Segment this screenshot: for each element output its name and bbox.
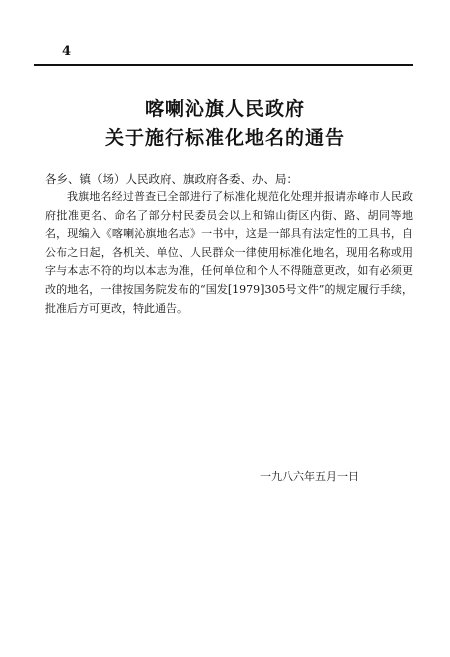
notice-title-line1: 喀喇沁旗人民政府	[144, 98, 305, 120]
notice-date: 一九八六年五月一日	[260, 470, 359, 483]
notice-title-line2: 关于施行标准化地名的通告	[104, 127, 345, 149]
header-rule	[34, 64, 413, 66]
page-number: 4	[62, 44, 72, 59]
salutation: 各乡、镇（场）人民政府、旗政府各委、办、局：	[45, 172, 298, 186]
notice-body: 我旗地名经过普查已全部进行了标准化规范化处理并报请赤峰市人民政府批准更名、命名了部分村民委员会以上和锦山街区内街、路、胡同等地名，现编入《喀喇沁旗地名志》一书中，这是一部具有法定性的工具书，自公布之日起，各机关、单位、人民群众一律使用标准化地名，现用名称或用字与本志不符的均以本志为准，任何单位和个人不得随意更改，如有必须更改的地名，一律按国务院发布的“国发[1979]305号文件”的规定履行手续，批准后方可更改，特此通告。	[45, 190, 413, 315]
